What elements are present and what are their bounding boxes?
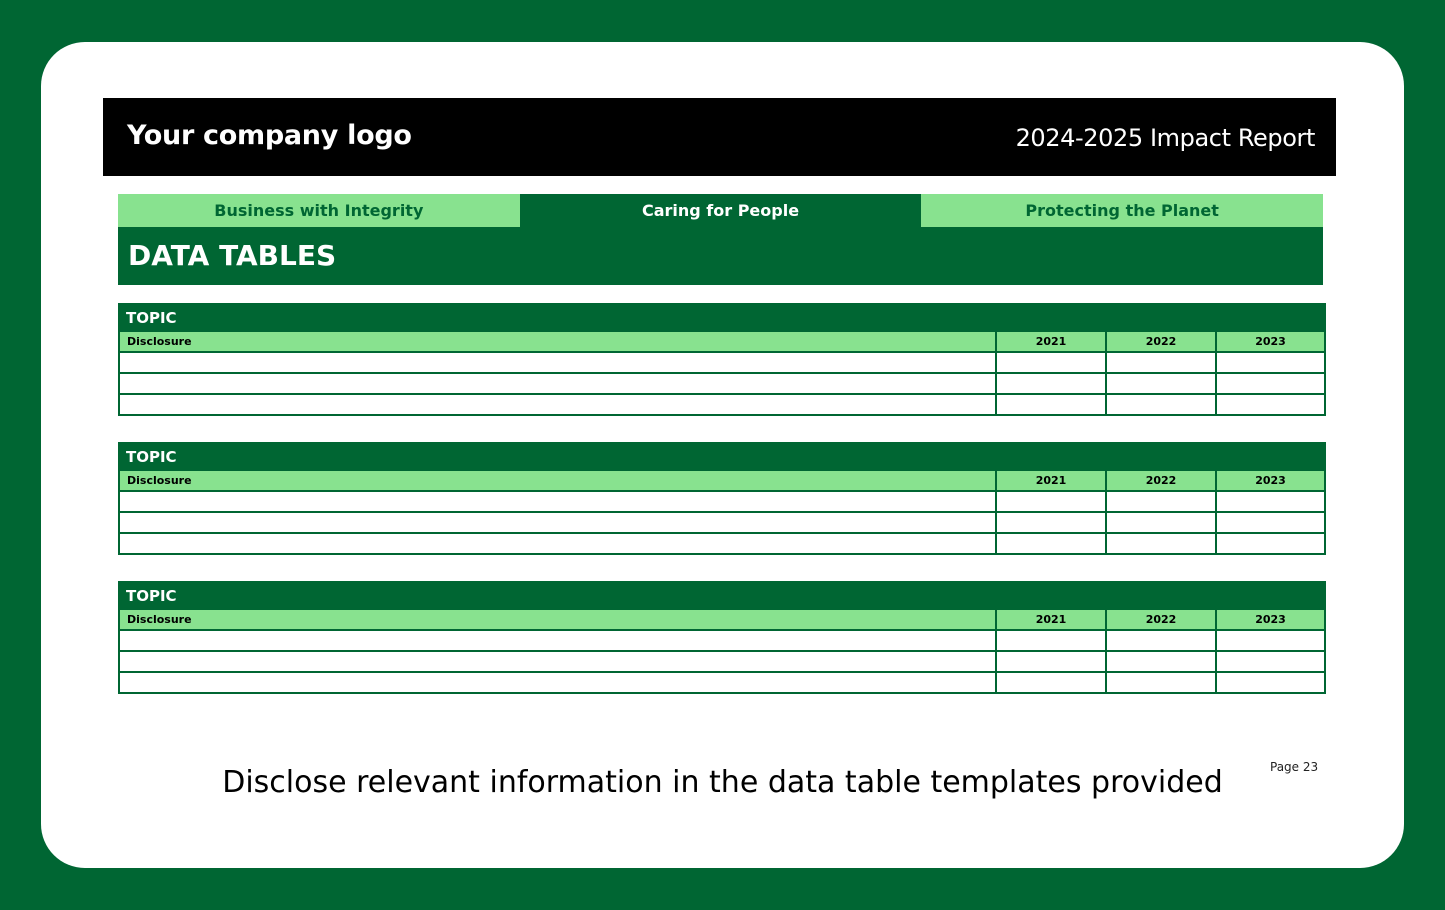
column-header-2021: 2021: [996, 470, 1106, 491]
column-header-2022: 2022: [1106, 331, 1216, 352]
section-banner: [118, 227, 1323, 285]
table-cell[interactable]: [996, 512, 1106, 533]
table-row: [119, 651, 1325, 672]
table-topic-title: TOPIC: [119, 304, 1325, 331]
table-cell[interactable]: [1216, 352, 1325, 373]
table-cell[interactable]: [1216, 672, 1325, 693]
table-cell[interactable]: [119, 394, 996, 415]
column-header-2023: 2023: [1216, 470, 1325, 491]
table-cell[interactable]: [1216, 651, 1325, 672]
table-cell[interactable]: [119, 352, 996, 373]
table-row: [119, 512, 1325, 533]
company-logo: Your company logo: [127, 120, 412, 151]
table-row: [119, 352, 1325, 373]
column-header-2022: 2022: [1106, 609, 1216, 630]
column-header-2022: 2022: [1106, 470, 1216, 491]
table-row: [119, 491, 1325, 512]
page-title: DATA TABLES: [128, 239, 337, 272]
table-cell[interactable]: [119, 533, 996, 554]
table-cell[interactable]: [1216, 491, 1325, 512]
table-header-row: [119, 331, 1325, 352]
table-cell[interactable]: [996, 394, 1106, 415]
table-cell[interactable]: [996, 672, 1106, 693]
data-table-1: [118, 303, 1326, 416]
table-topic-title: TOPIC: [119, 443, 1325, 470]
table-cell[interactable]: [119, 512, 996, 533]
tab-caring-for-people[interactable]: Caring for People: [520, 194, 922, 227]
table-cell[interactable]: [996, 533, 1106, 554]
table-cell[interactable]: [1106, 394, 1216, 415]
table-header-row: [119, 470, 1325, 491]
column-header-2023: 2023: [1216, 331, 1325, 352]
table-cell[interactable]: [1216, 533, 1325, 554]
table-cell[interactable]: [1216, 394, 1325, 415]
table-topic-row: [119, 582, 1325, 609]
section-tabs: [118, 194, 1323, 227]
table-cell[interactable]: [996, 651, 1106, 672]
table-topic-row: [119, 443, 1325, 470]
table-header-row: [119, 609, 1325, 630]
table-cell[interactable]: [119, 651, 996, 672]
table-topic-row: [119, 304, 1325, 331]
table-cell[interactable]: [1106, 651, 1216, 672]
table-row: [119, 373, 1325, 394]
column-header-disclosure: Disclosure: [119, 470, 996, 491]
data-table-2: [118, 442, 1326, 555]
table-cell[interactable]: [996, 373, 1106, 394]
column-header-disclosure: Disclosure: [119, 609, 996, 630]
table-cell[interactable]: [119, 672, 996, 693]
table-cell[interactable]: [1106, 533, 1216, 554]
tab-business-with-integrity[interactable]: Business with Integrity: [118, 194, 520, 227]
column-header-disclosure: Disclosure: [119, 331, 996, 352]
table-cell[interactable]: [1216, 373, 1325, 394]
table-cell[interactable]: [1106, 512, 1216, 533]
report-title: 2024-2025 Impact Report: [1015, 124, 1315, 152]
table-cell[interactable]: [996, 630, 1106, 651]
table-cell[interactable]: [119, 491, 996, 512]
data-table-3: [118, 581, 1326, 694]
table-row: [119, 394, 1325, 415]
footer-instruction: Disclose relevant information in the data table templates provided: [222, 765, 1223, 800]
table-cell[interactable]: [1216, 512, 1325, 533]
page-number: Page 23: [1270, 760, 1319, 774]
table-cell[interactable]: [1106, 630, 1216, 651]
tab-protecting-the-planet[interactable]: Protecting the Planet: [921, 194, 1323, 227]
table-cell[interactable]: [996, 352, 1106, 373]
column-header-2023: 2023: [1216, 609, 1325, 630]
table-cell[interactable]: [996, 491, 1106, 512]
table-cell[interactable]: [1106, 491, 1216, 512]
column-header-2021: 2021: [996, 331, 1106, 352]
report-header: [103, 98, 1336, 176]
table-cell[interactable]: [1106, 352, 1216, 373]
table-row: [119, 672, 1325, 693]
table-cell[interactable]: [119, 630, 996, 651]
table-row: [119, 533, 1325, 554]
table-cell[interactable]: [119, 373, 996, 394]
table-cell[interactable]: [1216, 630, 1325, 651]
table-cell[interactable]: [1106, 672, 1216, 693]
table-topic-title: TOPIC: [119, 582, 1325, 609]
column-header-2021: 2021: [996, 609, 1106, 630]
table-cell[interactable]: [1106, 373, 1216, 394]
table-row: [119, 630, 1325, 651]
